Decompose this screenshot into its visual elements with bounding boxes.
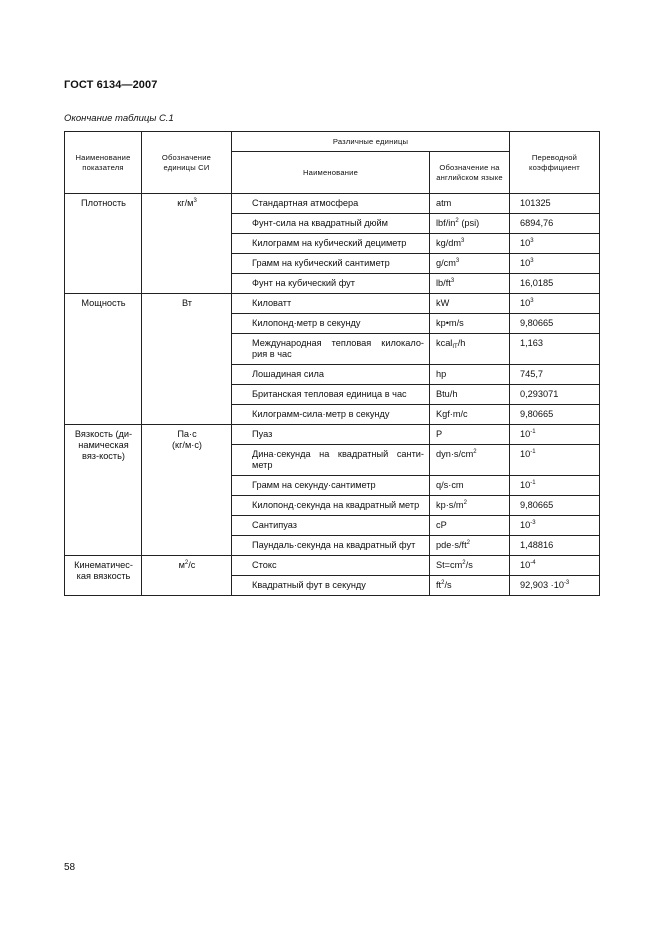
unit-name-text: Килопонд·секунда на квадратный метр [252,500,420,510]
unit-english-cell [430,334,510,365]
unit-name-text: Пуаз [252,429,273,439]
unit-name-text: Дина·секунда на квадратный санти-метр [252,449,424,470]
coefficient-text: 9,80665 [520,409,554,419]
coefficient-sup: -1 [530,449,536,455]
unit-english-text: q/s·cm [436,480,464,490]
coefficient-text: 9,80665 [520,318,554,328]
unit-english-cell [430,314,510,334]
unit-english-cell [430,234,510,254]
unit-english-cell [430,496,510,516]
unit-name-cell [232,516,430,536]
unit-name-text: Килограмм-сила·метр в секунду [252,409,390,419]
unit-name-text: Грамм на секунду·сантиметр [252,480,376,490]
coefficient-sup: -1 [530,429,536,435]
indicator-cell [65,425,142,556]
coefficient-text: 10 [520,520,531,530]
unit-english-tail: /h [457,338,466,348]
si-unit-text: Вт [181,298,193,308]
coefficient-cell [510,314,600,334]
coefficient-sup: -3 [530,520,536,526]
document-header: ГОСТ 6134—2007 [64,79,158,91]
unit-english-text: cP [436,520,447,530]
coefficient-cell [510,194,600,214]
si-unit-text: кг/м [177,198,194,208]
unit-english-tail: /s [444,580,452,590]
coefficient-text: 1,48816 [520,540,554,550]
coefficient-text: 10 [520,298,531,308]
unit-english-sub: IT [452,344,458,350]
unit-name-cell [232,576,430,596]
unit-english-text: kg/dm [436,238,462,248]
unit-name-text: Килограмм на кубический дециметр [252,238,407,248]
unit-english-sup: 2 [473,449,477,455]
unit-english-text: pde·s/ft [436,540,467,550]
header-si-unit: Обозначение единицы СИ [142,132,232,194]
unit-english-cell [430,214,510,234]
unit-english-cell [430,294,510,314]
table-row [65,194,600,214]
coefficient-text: 10 [520,429,531,439]
unit-english-text: Btu/h [436,389,458,399]
unit-name-cell [232,314,430,334]
coefficient-text: 10 [520,258,531,268]
si-unit-cell [142,294,232,425]
coefficient-cell [510,254,600,274]
unit-english-cell [430,556,510,576]
table-caption: Окончание таблицы С.1 [64,113,174,124]
coefficient-cell [510,556,600,576]
indicator-cell [65,194,142,294]
coefficient-cell [510,445,600,476]
coefficient-cell [510,274,600,294]
coefficient-sup: -1 [530,480,536,486]
indicator-text: Мощность [81,298,126,308]
coefficient-cell [510,405,600,425]
coefficient-cell [510,334,600,365]
coefficient-cell [510,234,600,254]
table-row [65,294,600,314]
unit-name-cell [232,194,430,214]
unit-english-cell [430,536,510,556]
coefficient-text: 1,163 [520,338,543,348]
unit-name-cell [232,234,430,254]
table-row [65,425,600,445]
unit-english-sup: 2 [455,218,459,224]
coefficient-cell [510,385,600,405]
unit-name-cell [232,556,430,576]
coefficient-sup: -4 [530,560,536,566]
unit-english-text: P [436,429,443,439]
unit-english-text: lb/ft [436,278,451,288]
unit-name-cell [232,496,430,516]
unit-english-cell [430,385,510,405]
si-unit-text: Па·с [177,429,197,439]
units-conversion-table [64,131,600,596]
unit-name-cell [232,405,430,425]
unit-english-cell [430,194,510,214]
unit-name-text: Международная тепловая килокало-рия в час [252,338,424,359]
coefficient-text: 92,903 ·10 [520,580,564,590]
coefficient-cell [510,516,600,536]
unit-english-cell [430,365,510,385]
unit-english-cell [430,274,510,294]
unit-english-sup: 2 [441,580,445,586]
coefficient-text: 10 [520,560,531,570]
page-number: 58 [64,862,76,873]
unit-name-cell [232,425,430,445]
unit-english-sup: 3 [455,258,460,264]
unit-english-tail: /s [465,560,473,570]
unit-english-cell [430,445,510,476]
coefficient-sup: 3 [530,258,534,264]
unit-name-text: Грамм на кубический сантиметр [252,258,390,268]
unit-name-text: Стокс [252,560,277,570]
unit-english-text: ft [436,580,442,590]
unit-name-text: Британская тепловая единица в час [252,389,407,399]
unit-english-tail: (psi) [458,218,480,228]
unit-english-text: kcal [436,338,453,348]
header-name: Наименование [232,152,430,194]
unit-english-cell [430,576,510,596]
header-coefficient: Переводной коэффициент [510,132,600,194]
si-unit-alt: (кг/м·с) [171,440,202,450]
unit-name-cell [232,254,430,274]
unit-english-cell [430,516,510,536]
unit-name-text: Киловатт [252,298,292,308]
coefficient-sup: 3 [530,298,534,304]
unit-english-text: kp·s/m [436,500,464,510]
coefficient-text: 10 [520,480,531,490]
unit-english-cell [430,254,510,274]
header-units-group: Различные единицы [232,132,510,152]
coefficient-text: 745,7 [520,369,543,379]
si-unit-cell [142,556,232,596]
header-indicator: Наименование показателя [65,132,142,194]
unit-name-cell [232,214,430,234]
unit-name-text: Квадратный фут в секунду [252,580,366,590]
coefficient-text: 6894,76 [520,218,554,228]
coefficient-text: 10 [520,449,531,459]
si-unit-sup: 2 [184,560,189,566]
unit-name-cell [232,476,430,496]
unit-name-text: Килопонд·метр в секунду [252,318,361,328]
indicator-cell [65,556,142,596]
si-unit-sup: 3 [193,198,197,204]
coefficient-cell [510,576,600,596]
indicator-text: Вязкость (ди-намическая вяз-кость) [74,429,133,461]
unit-name-text: Паундаль·секунда на квадратный фут [252,540,416,550]
unit-english-cell [430,405,510,425]
table-row [65,556,600,576]
header-english: Обозначение на английском языке [430,152,510,194]
si-unit-text: м [178,560,185,570]
unit-name-cell [232,334,430,365]
coefficient-cell [510,496,600,516]
coefficient-cell [510,536,600,556]
unit-name-cell [232,385,430,405]
coefficient-text: 0,293071 [520,389,559,399]
unit-name-cell [232,294,430,314]
unit-english-text: kp•m/s [436,318,464,328]
si-unit-cell [142,194,232,294]
unit-name-cell [232,365,430,385]
indicator-cell [65,294,142,425]
unit-name-cell [232,445,430,476]
coefficient-sup: -3 [563,580,570,586]
si-unit-cell [142,425,232,556]
unit-english-sup: 3 [450,278,455,284]
table-body [65,194,600,596]
coefficient-text: 10 [520,238,531,248]
unit-name-cell [232,536,430,556]
indicator-text: Плотность [81,198,126,208]
unit-name-text: Фунт-сила на квадратный дюйм [252,218,388,228]
unit-name-text: Лошадиная сила [252,369,325,379]
unit-english-sup: 2 [463,500,467,506]
unit-english-sup: 2 [462,560,466,566]
coefficient-cell [510,214,600,234]
unit-name-text: Сантипуаз [252,520,297,530]
unit-name-text: Стандартная атмосфера [252,198,359,208]
coefficient-text: 9,80665 [520,500,554,510]
si-unit-tail: /с [188,560,196,570]
coefficient-cell [510,476,600,496]
unit-english-text: St=cm [436,560,463,570]
coefficient-text: 101325 [520,198,551,208]
unit-english-sup: 2 [466,540,470,546]
unit-english-text: hp [436,369,447,379]
coefficient-cell [510,425,600,445]
unit-english-text: dyn·s/cm [436,449,474,459]
unit-english-text: lbf/in [436,218,456,228]
unit-name-cell [232,274,430,294]
coefficient-sup: 3 [530,238,534,244]
unit-english-sup: 3 [461,238,465,244]
indicator-text: Кинематичес-кая вязкость [74,560,133,581]
unit-english-cell [430,425,510,445]
unit-english-text: Kgf·m/c [436,409,468,419]
unit-name-text: Фунт на кубический фут [252,278,355,288]
unit-english-text: atm [436,198,452,208]
unit-english-text: g/cm [436,258,456,268]
coefficient-cell [510,294,600,314]
unit-english-text: kW [436,298,450,308]
unit-english-cell [430,476,510,496]
coefficient-cell [510,365,600,385]
coefficient-text: 16,0185 [520,278,554,288]
